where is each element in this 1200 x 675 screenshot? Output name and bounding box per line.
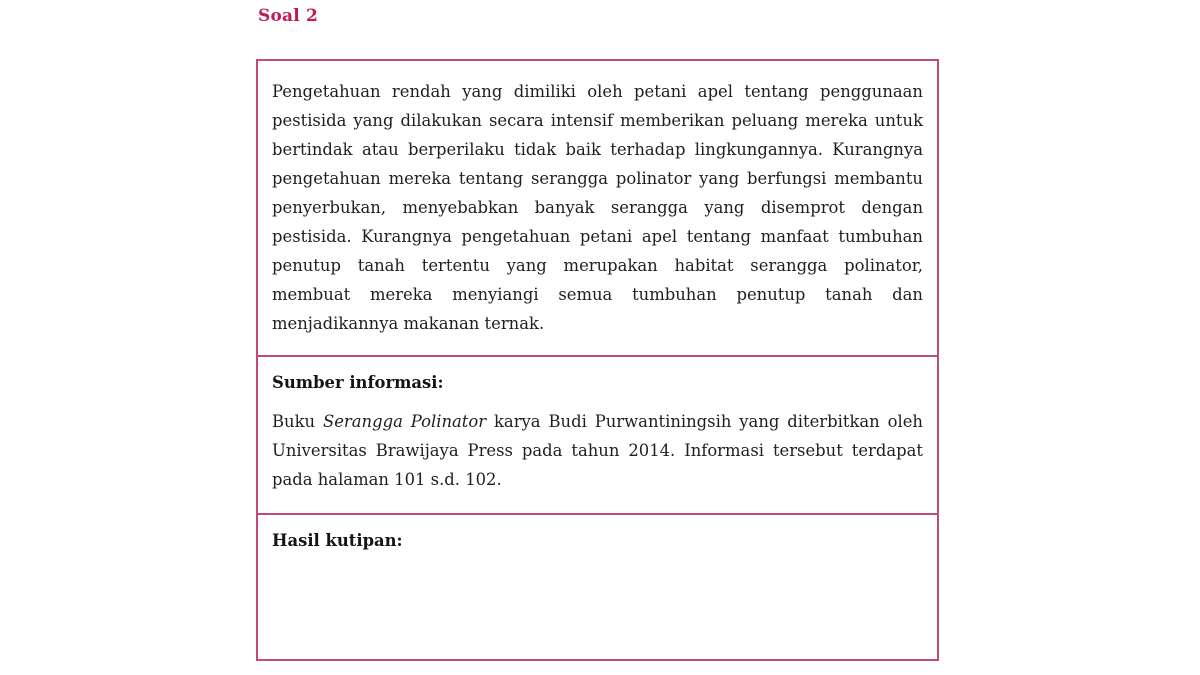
result-heading: Hasil kutipan:	[272, 531, 403, 550]
source-prefix: Buku	[272, 412, 323, 431]
source-section	[258, 357, 937, 515]
passage-section	[258, 61, 937, 357]
question-title: Soal 2	[258, 6, 319, 26]
book-title: Serangga Polinator	[323, 412, 487, 431]
source-heading: Sumber informasi:	[272, 373, 444, 392]
source-text	[272, 407, 923, 494]
source-rest: karya Budi Purwantiningsih yang diterbitkan oleh Universitas Brawijaya Press pada tahun 2014. Informasi tersebut terdapat pada halaman 101 s.d. 102.	[272, 412, 923, 489]
result-section	[258, 515, 937, 659]
passage-text: Pengetahuan rendah yang dimiliki oleh petani apel tentang penggunaan pestisida yang dilakukan secara intensif memberikan peluang mereka untuk bertindak atau berperilaku tidak baik terhadap lingkungannya. Kurangnya pengetahuan mereka tentang serangga polinator yang berfungsi membantu penyerbukan, menyebabkan banyak serangga yang disemprot dengan pestisida. Kurangnya pengetahuan petani apel tentang manfaat tumbuhan penutup tanah tertentu yang merupakan habitat serangga polinator, membuat mereka menyiangi semua tumbuhan penutup tanah dan menjadikannya makanan ternak.	[272, 82, 923, 333]
question-box	[256, 59, 939, 661]
